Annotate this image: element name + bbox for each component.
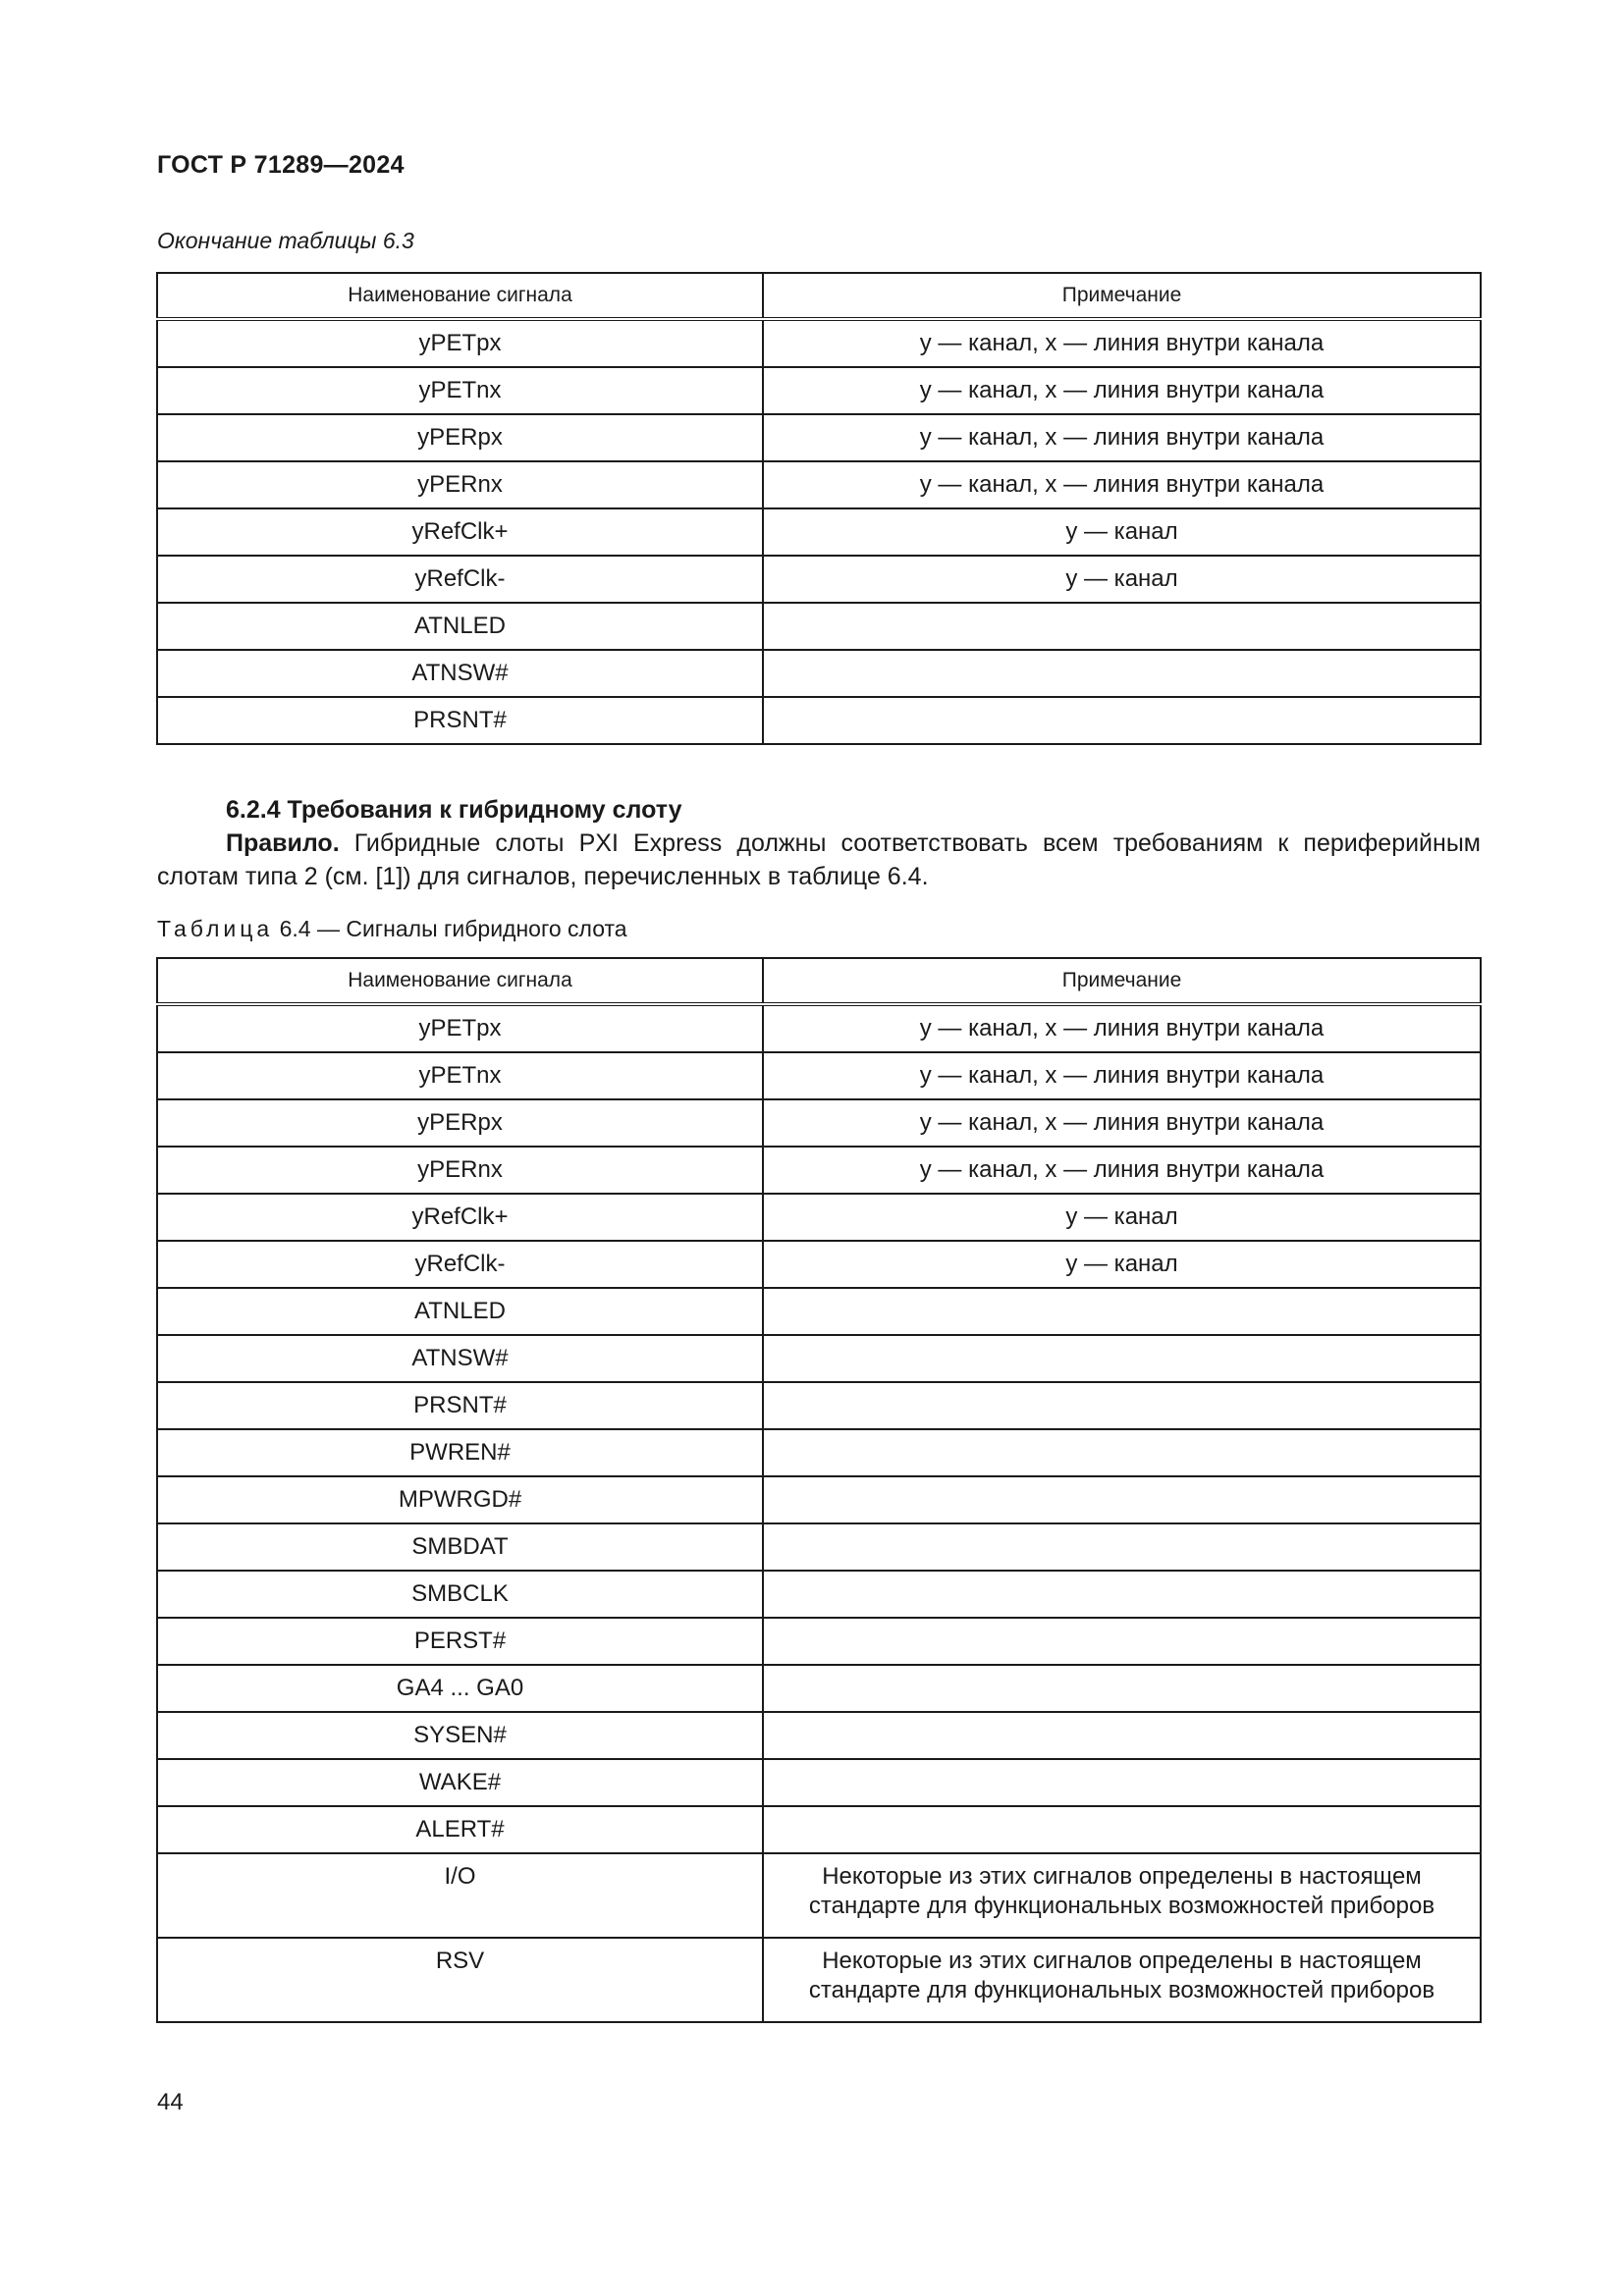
signal-name-cell: yPERpx — [157, 414, 763, 461]
table-row — [157, 1099, 1481, 1147]
table-row — [157, 367, 1481, 414]
signal-name-cell: I/O — [157, 1853, 763, 1938]
note-cell: y — канал, x — линия внутри канала — [763, 367, 1481, 414]
signal-name-cell: GA4 ... GA0 — [157, 1665, 763, 1712]
table-row — [157, 1806, 1481, 1853]
table-row — [157, 1429, 1481, 1476]
signal-name-cell: yPERnx — [157, 461, 763, 508]
table-header-row — [157, 273, 1481, 319]
section-heading: 6.2.4 Требования к гибридному слоту — [226, 796, 682, 824]
column-header-signal-name: Наименование сигнала — [157, 958, 763, 1004]
table-6-4-body — [157, 1004, 1481, 2022]
table-6-4 — [156, 957, 1482, 2023]
note-cell: Некоторые из этих сигналов определены в настоящем стандарте для функциональных возможностей приборов — [763, 1853, 1481, 1938]
table-6-4-title — [157, 916, 627, 942]
table-header-row — [157, 958, 1481, 1004]
signal-name-cell: RSV — [157, 1938, 763, 2022]
table-row — [157, 697, 1481, 744]
note-cell — [763, 603, 1481, 650]
note-cell: y — канал, x — линия внутри канала — [763, 319, 1481, 367]
signal-name-cell: yRefClk- — [157, 1241, 763, 1288]
rule-paragraph — [157, 827, 1481, 893]
rule-text: Гибридные слоты PXI Express должны соответствовать всем требованиям к периферийным слотам типа 2 (см. [1]) для сигналов, перечисленных в таблице 6.4. — [157, 829, 1481, 890]
signal-name-cell: PRSNT# — [157, 697, 763, 744]
table-row — [157, 461, 1481, 508]
note-cell: y — канал, x — линия внутри канала — [763, 1099, 1481, 1147]
table-row — [157, 650, 1481, 697]
signal-name-cell: SMBDAT — [157, 1523, 763, 1571]
signal-name-cell: MPWRGD# — [157, 1476, 763, 1523]
signal-name-cell: PERST# — [157, 1618, 763, 1665]
table-row — [157, 1194, 1481, 1241]
note-cell — [763, 1806, 1481, 1853]
table-row — [157, 603, 1481, 650]
note-cell — [763, 650, 1481, 697]
note-cell: y — канал — [763, 1194, 1481, 1241]
table-title-prefix: Таблица — [157, 916, 274, 941]
table-row — [157, 1382, 1481, 1429]
signal-name-cell: ATNLED — [157, 603, 763, 650]
table-row — [157, 1665, 1481, 1712]
table-row — [157, 1241, 1481, 1288]
section-6-2-4 — [157, 793, 1481, 893]
table-row — [157, 1476, 1481, 1523]
note-cell — [763, 1665, 1481, 1712]
signal-name-cell: yPERnx — [157, 1147, 763, 1194]
signal-name-cell: PWREN# — [157, 1429, 763, 1476]
note-cell — [763, 1382, 1481, 1429]
note-cell — [763, 1335, 1481, 1382]
table-row — [157, 1052, 1481, 1099]
page-number: 44 — [157, 2089, 184, 2115]
table-row — [157, 508, 1481, 556]
signal-name-cell: yRefClk- — [157, 556, 763, 603]
note-cell — [763, 1429, 1481, 1476]
signal-name-cell: yPETnx — [157, 1052, 763, 1099]
table-title-text: 6.4 — Сигналы гибридного слота — [273, 916, 627, 941]
table-row — [157, 414, 1481, 461]
table-row — [157, 1759, 1481, 1806]
signal-name-cell: WAKE# — [157, 1759, 763, 1806]
note-cell — [763, 1759, 1481, 1806]
column-header-note: Примечание — [763, 958, 1481, 1004]
table-row — [157, 1712, 1481, 1759]
table-6-3-body — [157, 319, 1481, 744]
note-cell — [763, 1288, 1481, 1335]
note-cell — [763, 697, 1481, 744]
signal-name-cell: PRSNT# — [157, 1382, 763, 1429]
signal-name-cell: yPETpx — [157, 319, 763, 367]
table-6-3-continuation-caption: Окончание таблицы 6.3 — [157, 228, 414, 253]
table-row — [157, 1147, 1481, 1194]
table-row — [157, 1523, 1481, 1571]
signal-name-cell: yRefClk+ — [157, 1194, 763, 1241]
document-standard-id: ГОСТ Р 71289—2024 — [157, 151, 405, 179]
table-row — [157, 1618, 1481, 1665]
signal-name-cell: yPETnx — [157, 367, 763, 414]
note-cell — [763, 1712, 1481, 1759]
table-row — [157, 319, 1481, 367]
note-cell: y — канал — [763, 556, 1481, 603]
signal-name-cell: ATNSW# — [157, 1335, 763, 1382]
signal-name-cell: yPETpx — [157, 1004, 763, 1052]
note-cell: y — канал, x — линия внутри канала — [763, 414, 1481, 461]
table-row — [157, 1335, 1481, 1382]
note-cell: y — канал — [763, 1241, 1481, 1288]
note-cell: y — канал — [763, 508, 1481, 556]
signal-name-cell: SYSEN# — [157, 1712, 763, 1759]
table-row — [157, 1853, 1481, 1938]
note-cell: y — канал, x — линия внутри канала — [763, 1147, 1481, 1194]
note-cell: y — канал, x — линия внутри канала — [763, 1004, 1481, 1052]
column-header-signal-name: Наименование сигнала — [157, 273, 763, 319]
note-cell — [763, 1618, 1481, 1665]
note-cell — [763, 1571, 1481, 1618]
table-row — [157, 556, 1481, 603]
note-cell — [763, 1523, 1481, 1571]
signal-name-cell: ATNSW# — [157, 650, 763, 697]
table-row — [157, 1571, 1481, 1618]
note-cell: y — канал, x — линия внутри канала — [763, 461, 1481, 508]
column-header-note: Примечание — [763, 273, 1481, 319]
signal-name-cell: yPERpx — [157, 1099, 763, 1147]
table-6-3 — [156, 272, 1482, 745]
table-row — [157, 1938, 1481, 2022]
signal-name-cell: yRefClk+ — [157, 508, 763, 556]
note-cell — [763, 1476, 1481, 1523]
signal-name-cell: ALERT# — [157, 1806, 763, 1853]
note-cell: Некоторые из этих сигналов определены в настоящем стандарте для функциональных возможностей приборов — [763, 1938, 1481, 2022]
note-cell: y — канал, x — линия внутри канала — [763, 1052, 1481, 1099]
signal-name-cell: ATNLED — [157, 1288, 763, 1335]
rule-label: Правило. — [226, 829, 340, 857]
signal-name-cell: SMBCLK — [157, 1571, 763, 1618]
table-row — [157, 1288, 1481, 1335]
table-row — [157, 1004, 1481, 1052]
